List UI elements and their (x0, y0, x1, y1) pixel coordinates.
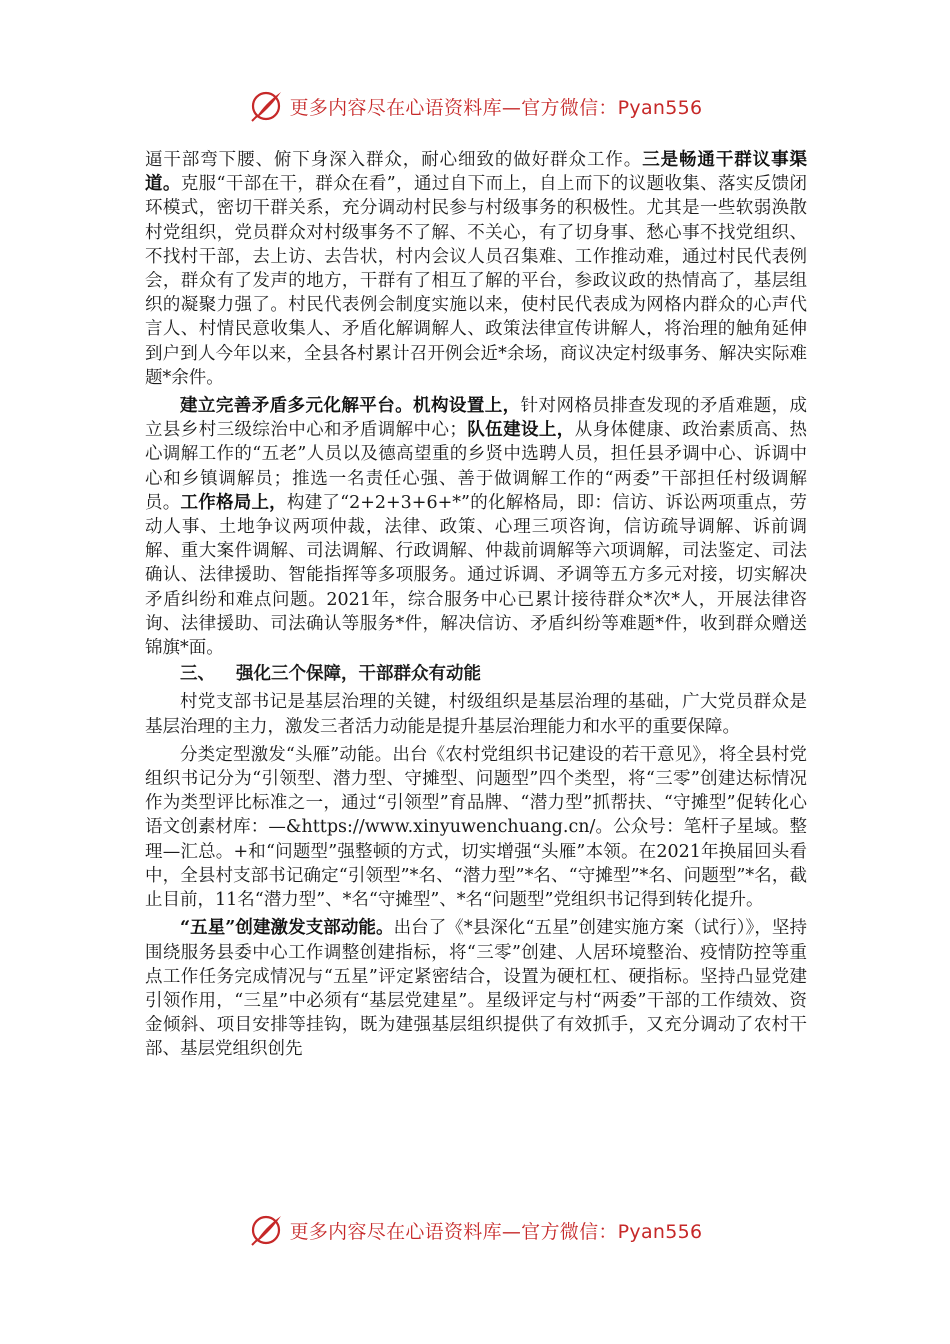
document-body (145, 148, 807, 1062)
section-heading: 三、 强化三个保障，干部群众有动能 (180, 664, 481, 685)
footer-banner (0, 1212, 950, 1248)
pen-quill-logo-icon (248, 1212, 284, 1248)
banner-text: 更多内容尽在心语资料库—官方微信：Pyan556 (289, 96, 703, 119)
header-banner (0, 88, 950, 124)
paragraph: 逼干部弯下腰、俯下身深入群众，耐心细致的做好群众工作。三是畅通干群议事渠道。克服“干部在干，群众在看”，通过自下而上，自上而下的议题收集、落实反馈闭环模式，密切干群关系，充分调动村民参与村级事务的积极性。尤其是一些软弱涣散村党组织，党员群众对村级事务不了解、不关心，有了切身事、愁心事不找党组织、不找村干部，去上访、去告状，村内会议人员召集难、工作推动难，通过村民代表例会，群众有了发声的地方，干群有了相互了解的平台，参政议政的热情高了，基层组织的凝聚力强了。村民代表例会制度实施以来，使村民代表成为网格内群众的心声代言人、村情民意收集人、矛盾化解调解人、政策法律宣传讲解人，将治理的触角延伸到户到人今年以来，全县各村累计召开例会近*余场，商议决定村级事务、解决实际难题*余件。 (145, 150, 808, 388)
paragraph: “五星”创建激发支部动能。出台了《*县深化“五星”创建实施方案（试行）》，坚持围绕服务县委中心工作调整创建指标，将“三零”创建、人居环境整治、疫情防控等重点工作任务完成情况与“五星”评定紧密结合，设置为硬杠杠、硬指标。坚持凸显党建引领作用，“三星”中必须有“基层党建星”。星级评定与村“两委”干部的工作绩效、资金倾斜、项目安排等挂钩，既为建强基层组织提供了有效抓手，又充分调动了农村干部、基层党组织创先 (145, 918, 807, 1060)
paragraph: 村党支部书记是基层治理的关键，村级组织是基层治理的基础，广大党员群众是基层治理的主力，激发三者活力动能是提升基层治理能力和水平的重要保障。 (145, 692, 807, 737)
pen-quill-logo-icon (248, 88, 284, 124)
banner-text: 更多内容尽在心语资料库—官方微信：Pyan556 (289, 1220, 703, 1243)
paragraph: 分类定型激发“头雁”动能。出台《农村党组织书记建设的若干意见》，将全县村党组织书记分为“引领型、潜力型、守摊型、问题型”四个类型，将“三零”创建达标情况作为类型评比标准之一，通过“引领型”育品牌、“潜力型”抓帮扶、“守摊型”促转化心语文创素材库：—&https://www.xinyuwenchuang.cn/。公众号：笔杆子星域。整理—汇总。+和“问题型”强整顿的方式，切实增强“头雁”本领。在2021年换届回头看中，全县村支部书记确定“引领型”*名、“潜力型”*名、“守摊型”*名、问题型”*名，截止目前，11名“潜力型”、*名“守摊型”、*名“问题型”党组织书记得到转化提升。 (145, 744, 807, 911)
paragraph: 建立完善矛盾多元化解平台。机构设置上，针对网格员排查发现的矛盾难题，成立县乡村三级综治中心和矛盾调解中心；队伍建设上，从身体健康、政治素质高、热心调解工作的“五老”人员以及德高望重的乡贤中选聘人员，担任县矛调中心、诉调中心和乡镇调解员；推选一名责任心强、善于做调解工作的“两委”干部担任村级调解员。工作格局上，构建了“2+2+3+6+*”的化解格局，即：信访、诉讼两项重点，劳动人事、土地争议两项仲裁，法律、政策、心理三项咨询，信访疏导调解、诉前调解、重大案件调解、司法调解、行政调解、仲裁前调解等六项调解，司法鉴定、司法确认、法律援助、智能指挥等多项服务。通过诉调、矛调等五方多元对接，切实解决矛盾纠纷和难点问题。2021年，综合服务中心已累计接待群众*次*人，开展法律咨询、法律援助、司法确认等服务*件，解决信访、矛盾纠纷等难题*件，收到群众赠送锦旗*面。 (145, 396, 808, 659)
